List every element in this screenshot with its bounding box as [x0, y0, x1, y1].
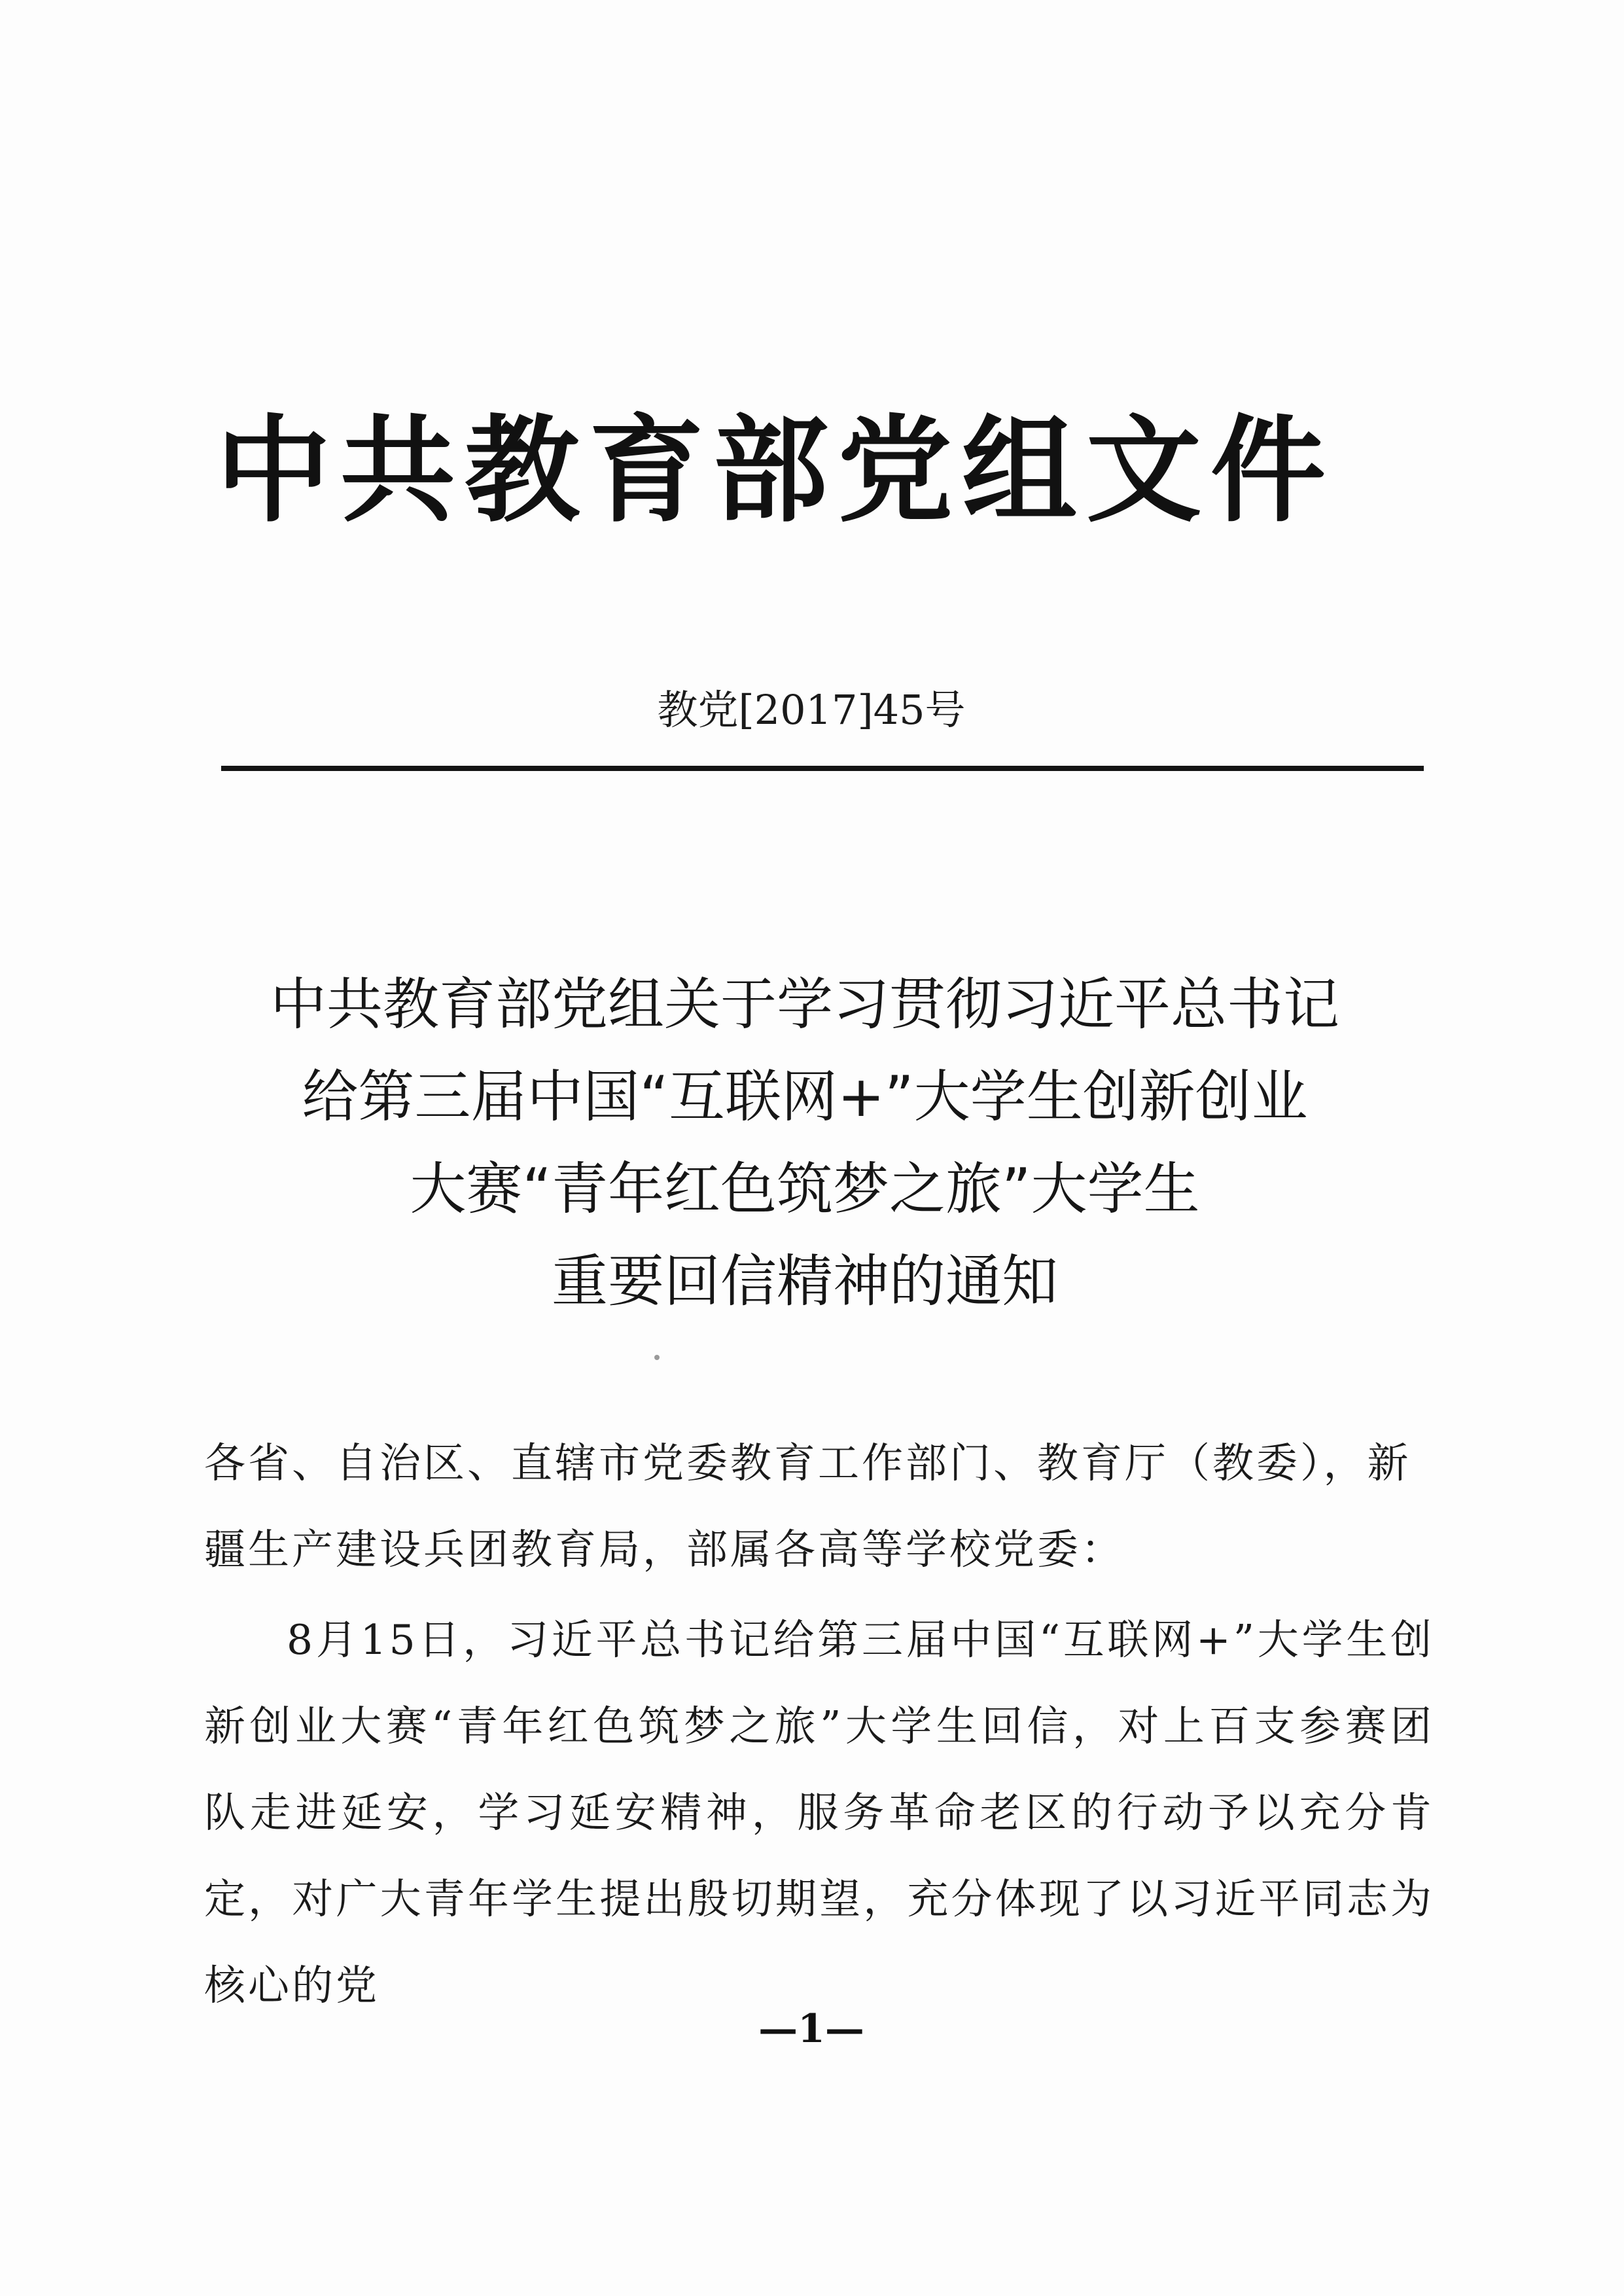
scan-speck [654, 1355, 660, 1360]
page-number: —1— [758, 2006, 864, 2052]
title-line: 给第三届中国“互联网+”大学生创新创业 [302, 1064, 1308, 1130]
addressee-paragraph: 各省、自治区、直辖市党委教育工作部门、教育厅（教委），新疆生产建设兵团教育局，部属各高等学校党委： [204, 1439, 1411, 1573]
red-header-divider [221, 766, 1424, 771]
document-masthead: 中共教育部党组文件 [216, 404, 1335, 538]
document-number: 教党[2017]45号 [657, 686, 966, 734]
document-title [196, 959, 1413, 1328]
body-paragraph: 8月15日，习近平总书记给第三届中国“互联网+”大学生创新创业大赛“青年红色筑梦之旅”大学生回信，对上百支参赛团队走进延安，学习延安精神，服务革命老区的行动予以充分肯定，对广大青年学生提出殷切期望，充分体现了以习近平同志为核心的党 [204, 1616, 1434, 2009]
title-line: 大赛“青年红色筑梦之旅”大学生 [410, 1157, 1200, 1222]
title-line: 重要回信精神的通知 [552, 1249, 1058, 1314]
title-line: 中共教育部党组关于学习贯彻习近平总书记 [270, 972, 1339, 1037]
